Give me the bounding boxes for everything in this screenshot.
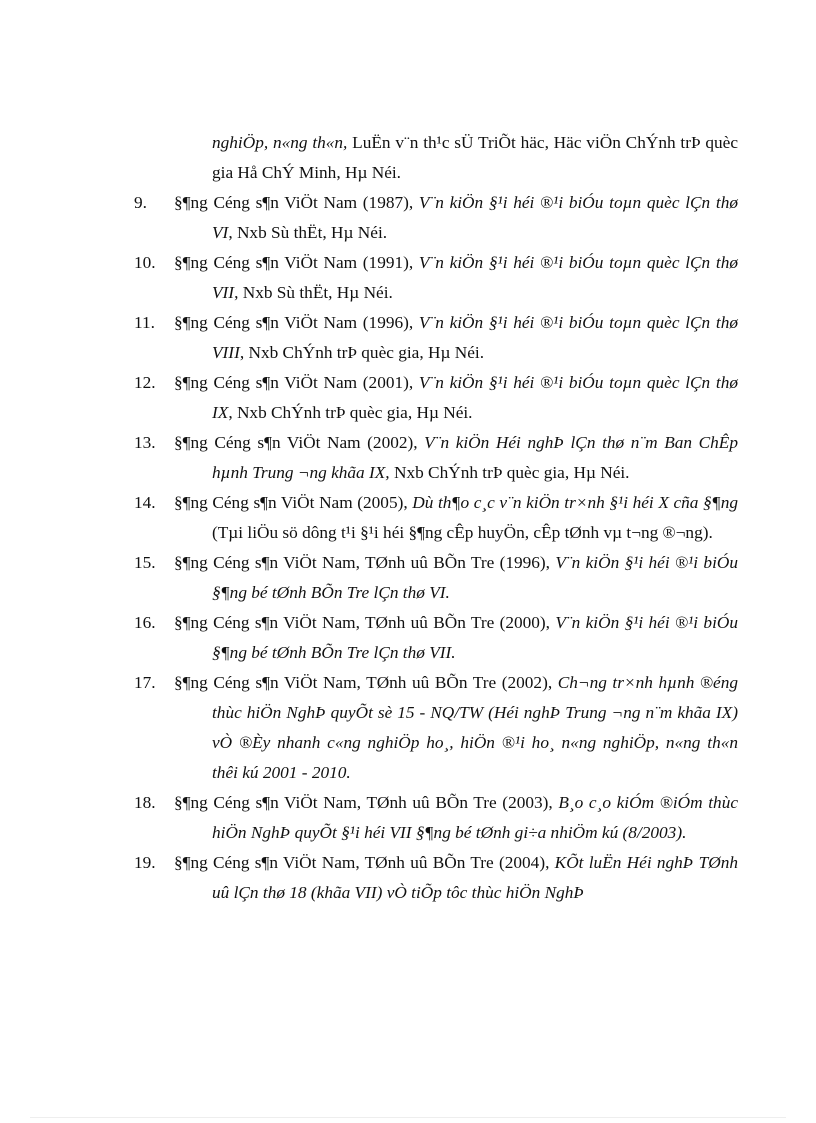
- reference-list: [0, 128, 816, 908]
- reference-author: §¶ng Céng s¶n ViÖt Nam (2002),: [174, 433, 425, 452]
- reference-author: §¶ng Céng s¶n ViÖt Nam, TØnh uû BÕn Tre (1996),: [174, 553, 556, 572]
- reference-number: 14.: [134, 493, 156, 512]
- reference-number: 13.: [134, 433, 156, 452]
- page-divider: [30, 1117, 786, 1118]
- reference-title: nghiÖp, n«ng th«n,: [212, 133, 348, 152]
- reference-title: B¸o c¸o kiÓm ®iÓm thùc hiÖn NghÞ quyÕt §¹i héi VII §¶ng bé tØnh gi÷a nhiÖm kú (8/2003).: [212, 793, 738, 842]
- reference-number: 10.: [134, 253, 156, 272]
- reference-publisher: Nxb ChÝnh trÞ quèc gia, Hµ Néi.: [389, 463, 630, 482]
- reference-publisher: , Nxb ChÝnh trÞ quèc gia, Hµ Néi.: [239, 343, 485, 362]
- reference-number: 11.: [134, 313, 155, 332]
- reference-number: 18.: [134, 793, 156, 812]
- reference-author: §¶ng Céng s¶n ViÖt Nam (1996),: [174, 313, 419, 332]
- reference-author: §¶ng Céng s¶n ViÖt Nam, TØnh uû BÕn Tre (2002),: [174, 673, 558, 692]
- reference-title: V¨n kiÖn §¹i héi ®¹i biÓu §¶ng bé tØnh BÕn Tre lÇn thø VI.: [212, 553, 738, 602]
- reference-item: [0, 368, 816, 428]
- reference-author: §¶ng Céng s¶n ViÖt Nam, TØnh uû BÕn Tre (2004),: [174, 853, 555, 872]
- reference-item: [0, 188, 816, 248]
- reference-title: V¨n kiÖn §¹i héi ®¹i biÓu toµn quèc lÇn thø VI: [212, 193, 738, 242]
- reference-item: [0, 308, 816, 368]
- reference-item: [0, 428, 816, 488]
- reference-author: §¶ng Céng s¶n ViÖt Nam (2001),: [174, 373, 419, 392]
- reference-number: 19.: [134, 853, 156, 872]
- reference-item: [0, 668, 816, 788]
- reference-author: §¶ng Céng s¶n ViÖt Nam (1991),: [174, 253, 419, 272]
- reference-title: V¨n kiÖn §¹i héi ®¹i biÓu toµn quèc lÇn thø VIII: [212, 313, 738, 362]
- reference-number: 15.: [134, 553, 156, 572]
- reference-author: §¶ng Céng s¶n ViÖt Nam, TØnh uû BÕn Tre (2000),: [174, 613, 556, 632]
- reference-title: V¨n kiÖn §¹i héi ®¹i biÓu toµn quèc lÇn thø IX: [212, 373, 738, 422]
- reference-title: V¨n kiÖn Héi nghÞ lÇn thø n¨m Ban ChÊp hµnh Trung ¬ng khãa IX,: [212, 433, 738, 482]
- reference-author: §¶ng Céng s¶n ViÖt Nam, TØnh uû BÕn Tre (2003),: [174, 793, 559, 812]
- reference-item: [0, 548, 816, 608]
- reference-publisher: LuËn v¨n th¹c sÜ TriÕt häc, Häc viÖn ChÝnh trÞ quèc gia Hå ChÝ Minh, Hµ Néi.: [212, 133, 738, 182]
- reference-publisher: , Nxb Sù thËt, Hµ Néi.: [234, 283, 393, 302]
- reference-number: 12.: [134, 373, 156, 392]
- reference-item: [0, 848, 816, 908]
- reference-title: V¨n kiÖn §¹i héi ®¹i biÓu §¶ng bé tØnh BÕn Tre lÇn thø VII.: [212, 613, 738, 662]
- reference-publisher: , Nxb Sù thËt, Hµ Néi.: [228, 223, 388, 242]
- reference-item: [0, 788, 816, 848]
- reference-number: 17.: [134, 673, 156, 692]
- reference-author: §¶ng Céng s¶n ViÖt Nam (1987),: [174, 193, 419, 212]
- reference-item: [0, 488, 816, 548]
- reference-number: 16.: [134, 613, 156, 632]
- reference-publisher: , Nxb ChÝnh trÞ quèc gia, Hµ Néi.: [228, 403, 473, 422]
- reference-title: Ch¬ng tr×nh hµnh ®éng thùc hiÖn NghÞ quyÕt sè 15 - NQ/TW (Héi nghÞ Trung ¬ng n¨m khãa IX) vÒ ®Èy nhanh c«ng nghiÖp ho¸, hiÖn ®¹i ho¸ n«ng nghiÖp, n«ng th«n thêi kú 2001 - 2010.: [212, 673, 739, 782]
- reference-title: V¨n kiÖn §¹i héi ®¹i biÓu toµn quèc lÇn thø VII: [212, 253, 738, 302]
- reference-publisher: (Tµi liÖu sö dông t¹i §¹i héi §¶ng cÊp huyÖn, cÊp tØnh vµ t¬ng ®¬ng).: [212, 523, 713, 542]
- reference-item: [0, 248, 816, 308]
- reference-title: KÕt luËn Héi nghÞ TØnh uû lÇn thø 18 (khãa VII) vÒ tiÕp tôc thùc hiÖn NghÞ: [212, 853, 739, 902]
- reference-number: 9.: [134, 193, 147, 212]
- reference-author: §¶ng Céng s¶n ViÖt Nam (2005),: [174, 493, 413, 512]
- reference-continuation: [0, 128, 738, 188]
- reference-item: [0, 608, 816, 668]
- reference-title: Dù th¶o c¸c v¨n kiÖn tr×nh §¹i héi X cña §¶ng: [412, 493, 738, 512]
